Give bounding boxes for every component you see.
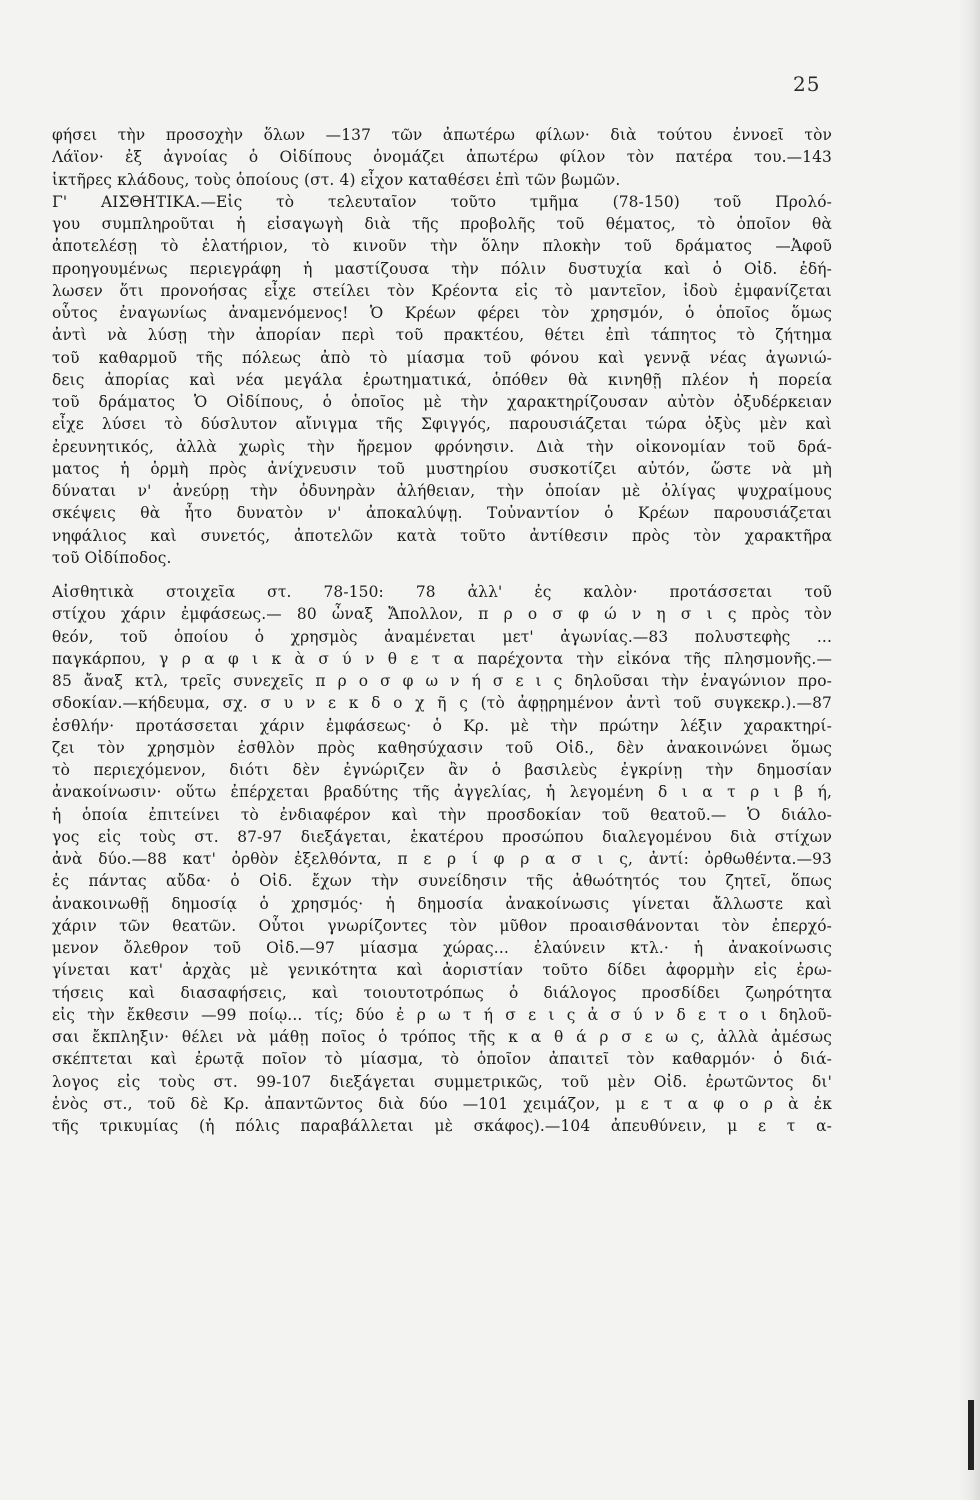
text-line: ἐρευνητικός, ἀλλὰ χωρὶς τὴν ἤρεμον φρόνησιν. Διὰ τὴν οἰκονομίαν τοῦ δρά- — [52, 437, 832, 456]
text-line: τοῦ δράματος Ὁ Οἰδίπους, ὁ ὁποῖος μὲ τὴν χαρακτηρίζουσαν αὐτὸν ὀξυδέρκειαν — [52, 393, 832, 411]
text-line: τήσεις καὶ διασαφήσεις, καὶ τοιουτοτρόπως ὁ διάλογος προσδίδει ζωηρότητα — [52, 983, 832, 1002]
text-line: σκέπτεται καὶ ἐρωτᾷ ποῖον τὸ μίασμα, τὸ ὁποῖον ἀπαιτεῖ τὸν καθαρμόν· ὁ διά- — [52, 1050, 832, 1069]
text-line: ἀποτελέσῃ τὸ ἐλατήριον, τὸ κινοῦν τὴν ὅλην πλοκὴν τοῦ δράματος —Ἀφοῦ — [52, 237, 832, 256]
text-line: εἰς τὴν ἔκθεσιν —99 ποίῳ... τίς; δύο ἐ ρ ω τ ή σ ε ι ς ἀ σ ύ ν δ ε τ ο ι δηλοῦ- — [52, 1005, 832, 1024]
scan-edge-shadow — [958, 0, 980, 1500]
body-text — [52, 124, 832, 1137]
scan-edge-mark — [968, 1400, 974, 1470]
text-line: τὸ περιεχόμενον, διότι δὲν ἐγνώριζεν ἂν ὁ βασιλεὺς ἐγκρίνῃ τὴν δημοσίαν — [52, 761, 832, 779]
text-line: ἐσθλήν· προτάσσεται χάριν ἐμφάσεως· ὁ Κρ. μὲ τὴν πρώτην λέξιν χαρακτηρί- — [52, 716, 832, 735]
text-line: ἑνὸς στ., τοῦ δὲ Κρ. ἀπαντῶντος διὰ δύο —101 χειμάζον, μ ε τ α φ ο ρ ὰ ἐκ — [52, 1094, 832, 1113]
text-line: θεόν, τοῦ ὁποίου ὁ χρησμὸς ἀναμένεται μετ' ἀγωνίας.—83 πολυστεφὴς ... — [52, 627, 832, 646]
text-line: οὗτος ἐναγωνίως ἀναμενόμενος! Ὁ Κρέων φέρει τὸν χρησμόν, ὁ ὁποῖος ὅμως — [52, 304, 832, 322]
text-line: τῆς τρικυμίας (ἡ πόλις παραβάλλεται μὲ σκάφος).—104 ἀπευθύνειν, μ ε τ α- — [52, 1117, 832, 1135]
text-line: γου συμπληροῦται ἡ εἰσαγωγὴ διὰ τῆς προβολῆς τοῦ θέματος, τὸ ὁποῖον θὰ — [52, 215, 832, 233]
text-line: ἀνὰ δύο.—88 κατ' ὀρθὸν ἐξελθόντα, π ε ρ ί φ ρ α σ ι ς, ἀντί: ὀρθωθέντα.—93 — [52, 850, 832, 868]
text-line: παγκάρπου, γ ρ α φ ι κ ὰ σ ύ ν θ ε τ α παρέχοντα τὴν εἰκόνα τῆς πλησμονῆς.— — [52, 649, 832, 668]
text-line: ἀνακοίνωσιν· οὕτω ἐπέρχεται βραδύτης τῆς ἀγγελίας, ἡ λεγομένη δ ι α τ ρ ι β ή, — [52, 783, 832, 802]
text-line: δύναται ν' ἀνεύρῃ τὴν ὀδυνηρὰν ἀλήθειαν, τὴν ὁποίαν μὲ ὀλίγας ψυχραίμους — [52, 482, 832, 500]
text-line: ἡ ὁποία ἐπιτείνει τὸ ἐνδιαφέρον καὶ τὴν προσδοκίαν τοῦ θεατοῦ.— Ὁ διάλο- — [52, 805, 832, 824]
text-line: σκέψεις θὰ ἦτο δυνατὸν ν' ἀποκαλύψῃ. Τοὐναντίον ὁ Κρέων παρουσιάζεται — [52, 504, 832, 523]
text-line: ἀνακοινωθῇ δημοσίᾳ ὁ χρησμός· ἡ δημοσία ἀνακοίνωσις γίνεται ἄλλωστε καὶ — [52, 894, 832, 913]
text-line: προηγουμένως περιεγράφη ἡ μαστίζουσα τὴν πόλιν δυστυχία καὶ ὁ Οἰδ. ἐδή- — [52, 259, 832, 278]
text-line: σαι ἔκπληξιν· θέλει νὰ μάθῃ ποῖος ὁ τρόπος τῆς κ α θ ά ρ σ ε ω ς, ἀλλὰ ἀμέσως — [52, 1028, 832, 1046]
text-line: λογος εἰς τοὺς στ. 99-107 διεξάγεται συμμετρικῶς, τοῦ μὲν Οἰδ. ἐρωτῶντος δι' — [52, 1072, 832, 1091]
text-line: μενον ὄλεθρον τοῦ Οἰδ.—97 μίασμα χώρας... ἐλαύνειν κτλ.· ἡ ἀνακοίνωσις — [52, 939, 832, 957]
section-heading-line: Γ' ΑΙΣΘΗΤΙΚΑ.—Εἰς τὸ τελευταῖον τοῦτο τμῆμα (78-150) τοῦ Προλό- — [52, 192, 832, 211]
text-line: τοῦ καθαρμοῦ τῆς πόλεως ἀπὸ τὸ μίασμα τοῦ φόνου καὶ γεννᾷ νέας ἀγωνιώ- — [52, 348, 832, 367]
text-line: δεις ἀπορίας καὶ νέα μεγάλα ἐρωτηματικά, ὁπόθεν θὰ κινηθῇ πλέον ἡ πορεία — [52, 370, 832, 389]
text-line: γος εἰς τοὺς στ. 87-97 διεξάγεται, ἑκατέρου προσώπου διαλεγομένου διὰ στίχων — [52, 827, 832, 846]
text-line: νηφάλιος καὶ συνετός, ἀποτελῶν κατὰ τοῦτο ἀντίθεσιν πρὸς τὸν χαρακτῆρα — [52, 526, 832, 545]
subsection-heading-line: Αἰσθητικὰ στοιχεῖα στ. 78-150: 78 ἀλλ' ἐς καλὸν· προτάσσεται τοῦ — [52, 583, 832, 601]
text-line: στίχου χάριν ἐμφάσεως.— 80 ὦναξ Ἄπολλον, π ρ ο σ φ ώ ν η σ ι ς πρὸς τὸν — [52, 605, 832, 624]
text-line: 85 ἄναξ κτλ, τρεῖς συνεχεῖς π ρ ο σ φ ω ν ή σ ε ι ς δηλοῦσαι τὴν ἐναγώνιον προ- — [52, 672, 832, 690]
text-line: εἶχε λύσει τὸ δύσλυτον αἴνιγμα τῆς Σφιγγός, παρουσιάζεται τώρα ὀξὺς μὲν καὶ — [52, 415, 832, 434]
text-line: τοῦ Οἰδίποδος. — [52, 548, 172, 567]
page-number: 25 — [793, 72, 821, 96]
text-line: ἐς πάντας αὔδα· ὁ Οἰδ. ἔχων τὴν συνείδησιν τῆς ἀθωότητός του ζητεῖ, ὅπως — [52, 872, 832, 891]
text-line: ἱκτῆρες κλάδους, τοὺς ὁποίους (στ. 4) εἶχον καταθέσει ἐπὶ τῶν βωμῶν. — [52, 170, 621, 189]
text-line: ἀντὶ νὰ λύσῃ τὴν ἀπορίαν περὶ τοῦ πρακτέου, θέτει ἐπὶ τάπητος τὸ ζήτημα — [52, 326, 832, 345]
text-line: Λάϊον· ἐξ ἀγνοίας ὁ Οἰδίπους ὀνομάζει ἀπωτέρω φίλον τὸν πατέρα του.—143 — [52, 148, 832, 167]
text-line: ζει τὸν χρησμὸν ἐσθλὸν πρὸς καθησύχασιν τοῦ Οἰδ., δὲν ἀνακοινώνει ὅμως — [52, 738, 832, 757]
text-line: ματος ἡ ὁρμὴ πρὸς ἀνίχνευσιν τοῦ μυστηρίου συσκοτίζει αὐτόν, ὥστε νὰ μὴ — [52, 459, 832, 478]
text-line: λωσεν ὅτι προνοήσας εἶχε στείλει τὸν Κρέοντα εἰς τὸ μαντεῖον, ἰδοὺ ἐμφανίζεται — [52, 281, 832, 300]
text-line: χάριν τῶν θεατῶν. Οὗτοι γνωρίζοντες τὸν μῦθον προαισθάνονται τὸν ἐπερχό- — [52, 916, 832, 935]
text-line: σδοκίαν.—κήδευμα, σχ. σ υ ν ε κ δ ο χ ῆ ς (τὸ ἀφῃρημένον ἀντὶ τοῦ συγκεκρ.).—87 — [52, 694, 832, 713]
text-line: φήσει τὴν προσοχὴν ὅλων —137 τῶν ἀπωτέρω φίλων· διὰ τούτου ἐννοεῖ τὸν — [52, 126, 832, 144]
text-line: γίνεται κατ' ἀρχὰς μὲ γενικότητα καὶ ἀοριστίαν τοῦτο δίδει ἀφορμὴν εἰς ἐρω- — [52, 961, 832, 980]
